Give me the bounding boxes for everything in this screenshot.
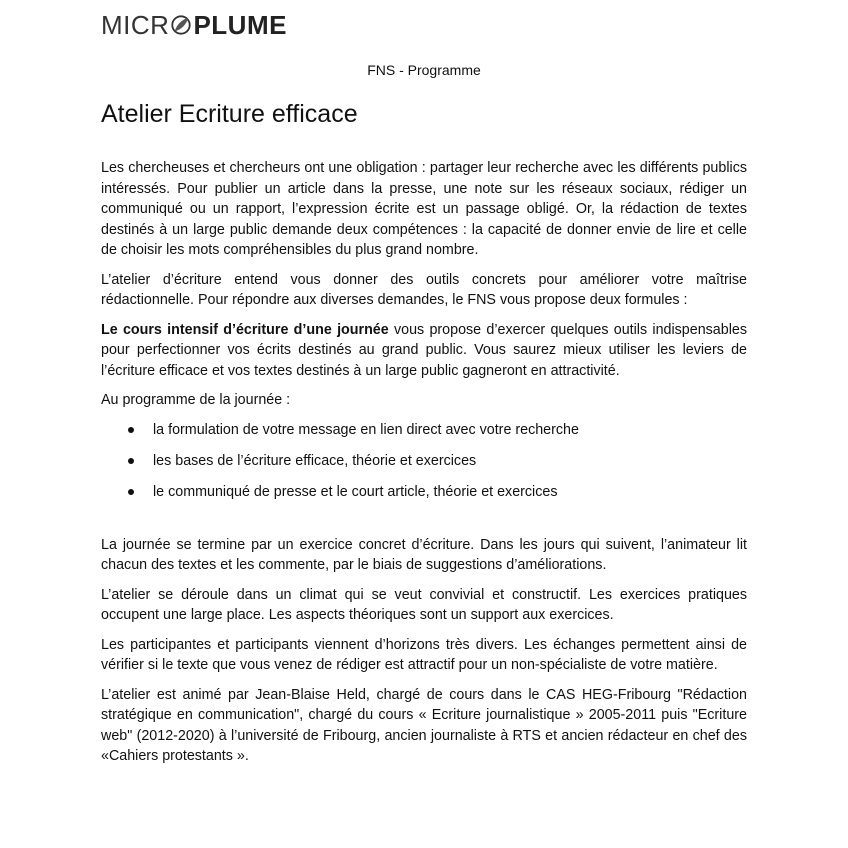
document-header: FNS - Programme [367, 62, 481, 78]
logo-leaf-o-icon [170, 14, 192, 36]
paragraph-climat: L’atelier se déroule dans un climat qui se veut convivial et constructif. Les exercices pratiques occupent une large place. Les aspects théoriques sont un support aux exercices. [101, 586, 747, 623]
spacer [101, 513, 747, 535]
list-item-text: le communiqué de presse et le court article, théorie et exercices [153, 483, 558, 500]
list-item-text: les bases de l’écriture efficace, théorie et exercices [153, 452, 477, 469]
list-item [101, 420, 747, 451]
list-item [101, 451, 747, 482]
bullet-icon [128, 489, 134, 495]
bullet-icon [128, 427, 134, 433]
page-title: Atelier Ecriture efficace [101, 100, 358, 128]
document-body [101, 158, 747, 776]
paragraph-fin-journee: La journée se termine par un exercice concret d’écriture. Dans les jours qui suivent, l’animateur lit chacun des textes et les commente, par le biais de suggestions d’améliorations. [101, 536, 747, 573]
paragraph-cours-intensif [101, 320, 747, 382]
logo-text-part2: PLUME [193, 9, 287, 40]
logo-text-part1: MICR [101, 9, 170, 40]
paragraph-animateur: L’atelier est animé par Jean-Blaise Held, chargé de cours dans le CAS HEG-Fribourg "Rédaction stratégique en communication", chargé du cours « Ecriture journalistique » 2005-2011 puis "Ecriture web" (2012-2020) à l’université de Fribourg, ancien journaliste à RTS et ancien rédacteur en chef des «Cahiers protestants ». [101, 686, 747, 764]
paragraph-intro: Les chercheuses et chercheurs ont une obligation : partager leur recherche avec les différents publics intéressés. Pour publier un article dans la presse, une note sur les réseaux sociaux, rédiger un communiqué ou un rapport, l’expression écrite est un passage obligé. Or, la rédaction de textes destinés à un large public demande deux compétences : la capacité de donner envie de lire et celle de choisir les mots compréhensibles du plus grand nombre. [101, 160, 747, 258]
list-item [101, 482, 747, 513]
list-item-text: la formulation de votre message en lien direct avec votre recherche [153, 421, 579, 438]
paragraph-programme-label: Au programme de la journée : [101, 392, 291, 408]
programme-list [101, 420, 747, 513]
bullet-icon [128, 458, 134, 464]
paragraph-participants: Les participantes et participants viennent d’horizons très divers. Les échanges permettent ainsi de vérifier si le texte que vous venez de rédiger est attractif pour un non-spécialiste de votre matière. [101, 636, 747, 673]
cours-intensif-bold: Le cours intensif d’écriture d’une journée [101, 321, 389, 338]
cours-intensif-text: vous propose d’exercer quelques outils indispensables pour perfectionner vos écrits destinés au grand public. Vous saurez mieux utiliser les leviers de l’écriture efficace et vos textes destinés à un large public gagneront en attractivité. [101, 321, 747, 379]
paragraph-atelier: L’atelier d’écriture entend vous donner des outils concrets pour améliorer votre maîtrise rédactionnelle. Pour répondre aux diverses demandes, le FNS vous propose deux formules : [101, 271, 747, 308]
microplume-logo [101, 10, 287, 40]
